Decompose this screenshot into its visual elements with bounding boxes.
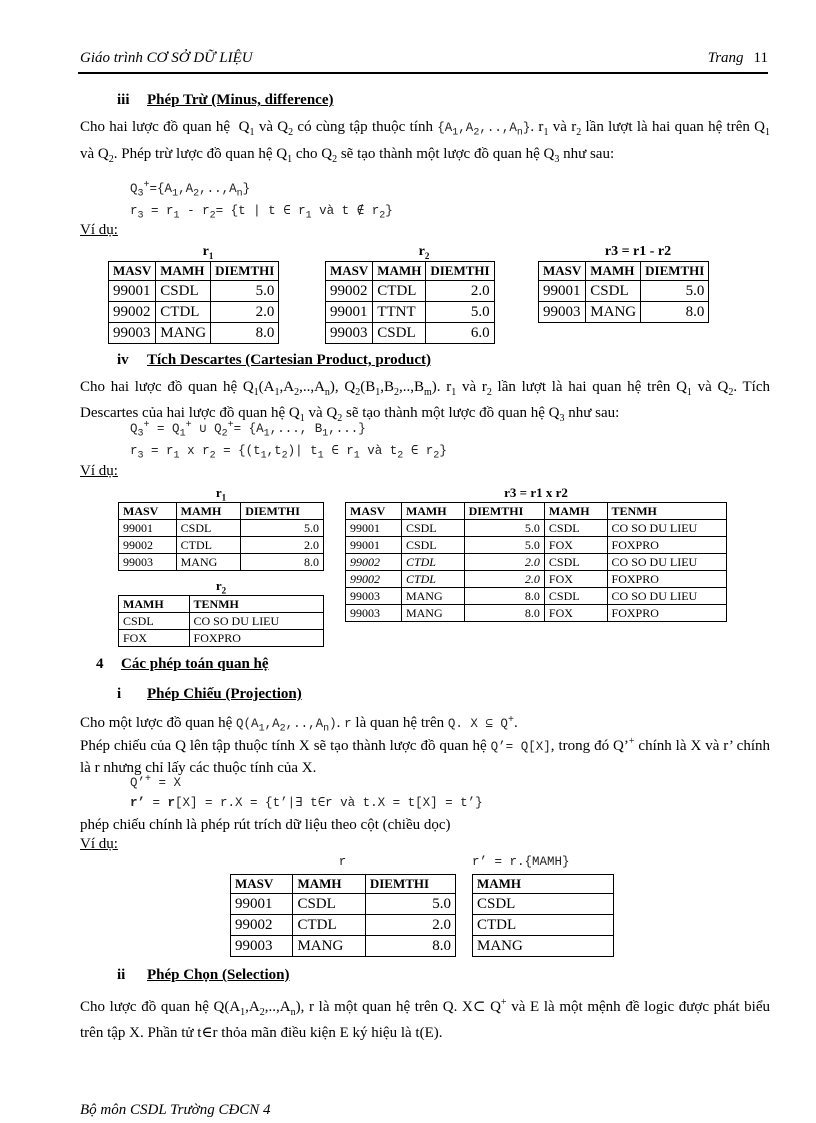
table-cell: CTDL	[176, 537, 241, 554]
column-header: MAMH	[586, 262, 641, 281]
projection-table-r	[230, 874, 456, 957]
table-cell: CSDL	[586, 281, 641, 302]
table-row	[346, 588, 727, 605]
table-row	[326, 281, 495, 302]
table-row	[231, 936, 456, 957]
table-cell: 8.0	[211, 323, 279, 344]
column-header: MAMH	[293, 875, 365, 894]
table-row	[346, 571, 727, 588]
table-cell: 99002	[119, 537, 177, 554]
table-cell: 2.0	[464, 554, 544, 571]
table-row	[109, 323, 279, 344]
minus-table-r2	[325, 261, 495, 344]
table-cell: CSDL	[293, 894, 365, 915]
table-cell: 99003	[346, 588, 402, 605]
table-row	[346, 520, 727, 537]
example-label: Ví dụ:	[80, 222, 118, 238]
table-row	[539, 281, 709, 302]
minus-r3-caption: r3 = r1 - r2	[604, 244, 672, 259]
footer: Bộ môn CSDL Trường CĐCN 4	[80, 1102, 271, 1118]
product-formula-1: $Q_3^+ = Q_1^+$ ∪ $Q_2^+= \{A_1$,..., $B_1$,...}	[130, 420, 366, 440]
table-row	[119, 537, 324, 554]
column-header: TENMH	[189, 596, 323, 613]
table-row	[119, 520, 324, 537]
table-cell: CO SO DU LIEU	[189, 613, 323, 630]
column-header: MASV	[231, 875, 293, 894]
table-row	[346, 537, 727, 554]
section-number: 4	[96, 656, 104, 672]
table-cell: FOX	[544, 605, 607, 622]
product-r1-caption: $r_1$	[215, 485, 227, 503]
table-cell: 99002	[346, 554, 402, 571]
projection-formula-2: r’ = r[X] = r.X = {t’|∃ t∈r và t.X = t[X] = t’}	[130, 796, 483, 810]
table-cell: 5.0	[241, 520, 324, 537]
table-cell: CO SO DU LIEU	[607, 554, 726, 571]
table-cell: 2.0	[426, 281, 494, 302]
section-title: Phép Trừ (Minus, difference)	[147, 92, 334, 108]
table-cell: MANG	[293, 936, 365, 957]
table-cell: FOXPRO	[189, 630, 323, 647]
projection-table-rprime	[472, 874, 614, 957]
table-cell: 8.0	[464, 605, 544, 622]
table-cell: 5.0	[641, 281, 709, 302]
column-header: DIEMTHI	[641, 262, 709, 281]
minus-table-r3	[538, 261, 709, 323]
section-minus-heading	[117, 92, 333, 109]
table-row	[539, 302, 709, 323]
table-header-row	[119, 503, 324, 520]
table-cell: CSDL	[176, 520, 241, 537]
product-r3-caption: r3 = r1 x r2	[504, 485, 568, 500]
table-cell: CO SO DU LIEU	[607, 588, 726, 605]
table-cell: FOX	[544, 571, 607, 588]
section-number: i	[117, 686, 122, 702]
table-header-row	[109, 262, 279, 281]
table-cell: CSDL	[544, 520, 607, 537]
table-cell: CTDL	[373, 281, 426, 302]
table-cell: 5.0	[211, 281, 279, 302]
table-header-row	[119, 596, 324, 613]
selection-paragraph: Cho lược đồ quan hệ $Q(A_1,A_2,..,A_n)$, r là một quan hệ trên Q. X⊂ Q+ và E là một mệnh đề logic được phát biểu trên tập X. Phần tử t∈r thỏa mãn điều kiện E ký hiệu là t(E).	[80, 997, 770, 1041]
minus-r1-caption: $r_1$	[202, 244, 214, 261]
table-cell: 8.0	[464, 588, 544, 605]
table-cell: TTNT	[373, 302, 426, 323]
table-cell: CSDL	[401, 520, 464, 537]
table-header-row	[231, 875, 456, 894]
table-cell: 99003	[346, 605, 402, 622]
table-row	[346, 605, 727, 622]
section-number: iii	[117, 92, 130, 108]
table-cell: 2.0	[211, 302, 279, 323]
section-projection-heading	[117, 686, 302, 703]
table-row	[109, 281, 279, 302]
table-row	[109, 302, 279, 323]
table-header-row	[346, 503, 727, 520]
table-cell: 5.0	[426, 302, 494, 323]
column-header: DIEMTHI	[211, 262, 279, 281]
column-header: MAMH	[176, 503, 241, 520]
table-cell: MANG	[401, 605, 464, 622]
product-table-r2	[118, 595, 324, 647]
column-header: MAMH	[544, 503, 607, 520]
table-cell: 99001	[119, 520, 177, 537]
table-cell: 99001	[326, 302, 373, 323]
table-cell: FOX	[119, 630, 190, 647]
column-header: TENMH	[607, 503, 726, 520]
column-header: MASV	[539, 262, 586, 281]
table-cell: CSDL	[401, 537, 464, 554]
column-header: MASV	[119, 503, 177, 520]
table-cell: 99002	[231, 915, 293, 936]
table-cell: 6.0	[426, 323, 494, 344]
section-4-heading	[96, 656, 269, 673]
table-cell: 5.0	[464, 537, 544, 554]
product-formula-2: $r_3 = r_1$ x $r_2 = \{(t_1,t_2)|$ $t_1$ ∈ $r_1$ và $t_2$ ∈ $r_2$}	[130, 444, 447, 462]
table-cell: CTDL	[156, 302, 211, 323]
column-header: DIEMTHI	[365, 875, 455, 894]
table-header-row	[326, 262, 495, 281]
column-header: MAMH	[373, 262, 426, 281]
projection-paragraph-1: Cho một lược đồ quan hệ $Q(A_1,A_2,..,A_n)$. r là quan hệ trên Q. X ⊆ Q+.	[80, 715, 518, 735]
table-cell: CSDL	[473, 894, 614, 915]
table-cell: 99001	[346, 520, 402, 537]
table-cell: MANG	[176, 554, 241, 571]
table-cell: CTDL	[401, 554, 464, 571]
table-cell: 99002	[326, 281, 373, 302]
header-rule	[78, 72, 768, 74]
table-cell: CSDL	[544, 554, 607, 571]
table-cell: 99002	[109, 302, 156, 323]
table-cell: 99001	[109, 281, 156, 302]
projection-paragraph-2: Phép chiếu của Q lên tập thuộc tính X sẽ tạo thành lược đồ quan hệ Q’= Q[X], trong đó Q’+ chính là X và r’ chính là r nhưng chỉ lấy các thuộc tính của X.	[80, 736, 770, 776]
column-header: MASV	[326, 262, 373, 281]
minus-table-r1	[108, 261, 279, 344]
example-label: Ví dụ:	[80, 463, 118, 479]
column-header: MASV	[346, 503, 402, 520]
product-table-r1	[118, 502, 324, 571]
table-cell: FOXPRO	[607, 605, 726, 622]
table-cell: MANG	[473, 936, 614, 957]
table-row	[473, 936, 614, 957]
table-cell: 99002	[346, 571, 402, 588]
running-header-title: Giáo trình CƠ SỞ DỮ LIỆU	[80, 50, 253, 66]
table-cell: CSDL	[119, 613, 190, 630]
table-row	[119, 630, 324, 647]
column-header: MAMH	[119, 596, 190, 613]
minus-formula-1: $Q_3^+=\{A_1,A_2,..,A_n\}$	[130, 180, 251, 200]
table-cell: CSDL	[544, 588, 607, 605]
table-cell: CSDL	[156, 281, 211, 302]
table-row	[119, 554, 324, 571]
running-header-page	[708, 50, 768, 67]
table-cell: CTDL	[473, 915, 614, 936]
table-row	[231, 915, 456, 936]
table-cell: 99003	[539, 302, 586, 323]
table-cell: MANG	[401, 588, 464, 605]
table-cell: FOXPRO	[607, 571, 726, 588]
table-cell: FOXPRO	[607, 537, 726, 554]
product-r2-caption: $r_2$	[215, 578, 227, 596]
projection-r-caption: r	[338, 855, 347, 869]
table-cell: 8.0	[365, 936, 455, 957]
table-cell: 99001	[539, 281, 586, 302]
page-label: Trang	[707, 50, 744, 66]
projection-formula-1: Q’+ = X	[130, 774, 182, 791]
section-number: iv	[117, 352, 129, 368]
table-cell: 99003	[231, 936, 293, 957]
column-header: DIEMTHI	[426, 262, 494, 281]
table-cell: CO SO DU LIEU	[607, 520, 726, 537]
table-cell: FOX	[544, 537, 607, 554]
table-row	[231, 894, 456, 915]
table-cell: MANG	[156, 323, 211, 344]
section-selection-heading	[117, 967, 290, 984]
table-row	[119, 613, 324, 630]
column-header: MASV	[109, 262, 156, 281]
section-title: Phép Chiếu (Projection)	[147, 686, 302, 702]
minus-r2-caption: $r_2$	[418, 244, 430, 261]
table-cell: CTDL	[293, 915, 365, 936]
section-number: ii	[117, 967, 126, 983]
column-header: MAMH	[401, 503, 464, 520]
projection-paragraph-3: phép chiếu chính là phép rút trích dữ liệu theo cột (chiều dọc)	[80, 817, 451, 833]
column-header: DIEMTHI	[464, 503, 544, 520]
section-product-heading	[117, 352, 431, 369]
table-header-row	[539, 262, 709, 281]
table-cell: 8.0	[641, 302, 709, 323]
section-title: Các phép toán quan hệ	[121, 656, 269, 672]
section-title: Phép Chọn (Selection)	[147, 967, 290, 983]
table-cell: MANG	[586, 302, 641, 323]
section-title: Tích Descartes (Cartesian Product, product)	[147, 352, 431, 368]
minus-paragraph: Cho hai lược đồ quan hệ $Q_1$ và $Q_2$ có cùng tập thuộc tính $\{A_1,A_2,..,A_n\}$. $r_1$ và $r_2$ lần lượt là hai quan hệ trên $Q_1$ và $Q_2$. Phép trừ lược đồ quan hệ $Q_1$ cho $Q_2$ sẽ tạo thành một lược đồ quan hệ $Q_3$ như sau:	[80, 119, 770, 165]
product-paragraph: Cho hai lược đồ quan hệ $Q_1(A_1,A_2,..,A_n)$, $Q_2(B_1,B_2,..,B_m)$. $r_1$ và $r_2$ lần lượt là hai quan hệ trên $Q_1$ và $Q_2$. Tích Descartes của hai lược đồ quan hệ $Q_1$ và $Q_2$ sẽ tạo thành một lược đồ quan hệ $Q_3$ như sau:	[80, 379, 771, 424]
table-cell: CTDL	[401, 571, 464, 588]
table-row	[473, 915, 614, 936]
table-cell: 99003	[326, 323, 373, 344]
table-row	[326, 323, 495, 344]
table-row	[326, 302, 495, 323]
column-header: DIEMTHI	[241, 503, 324, 520]
page-number: 11	[753, 50, 768, 66]
table-cell: 2.0	[464, 571, 544, 588]
column-header: MAMH	[473, 875, 614, 894]
table-row	[346, 554, 727, 571]
product-table-r3	[345, 502, 727, 622]
table-cell: 99003	[109, 323, 156, 344]
projection-rp-caption: r’ = r.{MAMH}	[472, 855, 570, 869]
column-header: MAMH	[156, 262, 211, 281]
table-cell: 5.0	[464, 520, 544, 537]
table-cell: 2.0	[241, 537, 324, 554]
table-cell: CSDL	[373, 323, 426, 344]
table-cell: 5.0	[365, 894, 455, 915]
table-cell: 8.0	[241, 554, 324, 571]
table-row	[473, 894, 614, 915]
table-header-row	[473, 875, 614, 894]
table-cell: 99001	[231, 894, 293, 915]
table-cell: 99001	[346, 537, 402, 554]
table-cell: 99003	[119, 554, 177, 571]
minus-formula-2: $r_3 = r_1 - r_2= \{t$ | t ∈ $r_1$ và t ∉ $r_2$}	[130, 204, 393, 222]
table-cell: 2.0	[365, 915, 455, 936]
example-label: Ví dụ:	[80, 836, 118, 852]
